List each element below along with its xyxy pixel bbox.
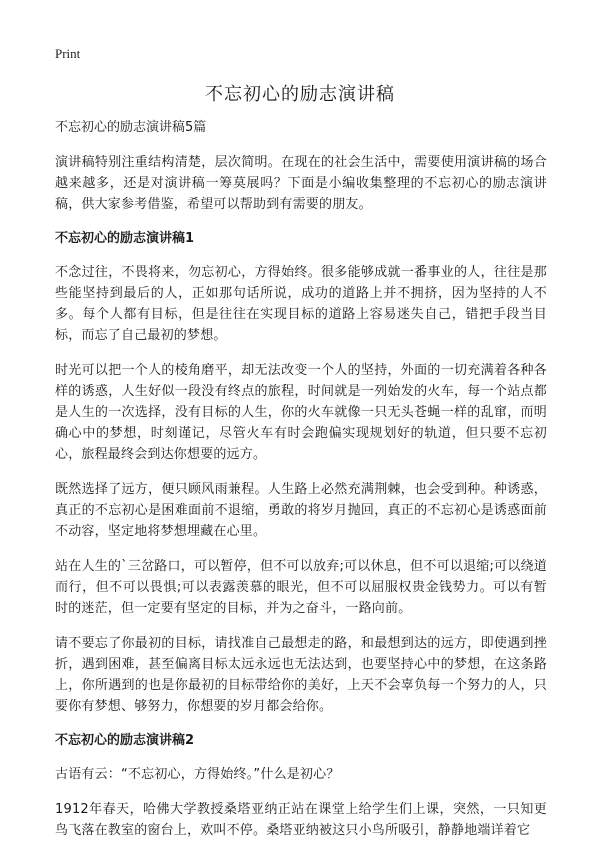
section-1 xyxy=(55,229,547,717)
paragraph: 请不要忘了你最初的目标，请找准自己最想走的路，和最想到达的远方，即使遇到挫折，遇到困难，甚至偏离目标太远永远也无法达到，也要坚持心中的梦想，在这条路上，你所遇到的也是你最初的目标带给你的美好，上天不会辜负每一个努力的人，只要你有梦想、够努力，你想要的岁月都会给你。 xyxy=(55,636,547,714)
paragraph: 时光可以把一个人的棱角磨平，却无法改变一个人的坚持，外面的一切充满着各种各样的诱惑，人生好似一段没有终点的旅程，时间就是一列始发的火车，每一个站点都是人生的一次选择，没有目标的人生，你的火车就像一只无头苍蝇一样的乱窜，而明确心中的梦想，时刻谨记，尽管火车有时会跑偏实现规划好的轨道，但只要不忘初心，旅程最终会到达你想要的远方。 xyxy=(55,363,547,462)
section-heading: 不忘初心的励志演讲稿1 xyxy=(55,231,195,246)
paragraph: 古语有云：“不忘初心，方得始终。”什么是初心？ xyxy=(55,767,340,782)
paragraph: 不念过往，不畏将来，勿忘初心，方得始终。很多能够成就一番事业的人，往往是那些能坚持到最后的人，正如那句话所说，成功的道路上并不拥挤，因为坚持的人不多。每个人都有目标，但是往往在实现目标的道路上容易迷失自己，错把手段当目标，而忘了自己最初的梦想。 xyxy=(55,265,547,343)
paragraph: 站在人生的`三岔路口，可以暂停，但不可以放弃;可以休息，但不可以退缩;可以绕道而行，但不可以畏惧;可以表露羡慕的眼光，但不可以屈服权贵金钱势力。可以有暂时的迷茫，但一定要有坚定的目标，并为之奋斗，一路向前。 xyxy=(55,559,547,616)
section-2 xyxy=(55,731,547,841)
print-link[interactable]: Print xyxy=(55,46,81,61)
document-title: 不忘初心的励志演讲稿 xyxy=(205,84,395,105)
document-body xyxy=(55,118,547,855)
document-subtitle: 不忘初心的励志演讲稿5篇 xyxy=(55,120,207,135)
paragraph: 既然选择了远方，便只顾风雨兼程。人生路上必然充满荆棘，也会受到种。种诱惑，真正的不忘初心是困难面前不退缩，勇敢的将岁月抛回，真正的不忘初心是诱惑面前不动容，坚定地将梦想埋藏在心里。 xyxy=(55,482,547,539)
section-heading: 不忘初心的励志演讲稿2 xyxy=(55,733,195,748)
paragraph: 1912年春天，哈佛大学教授桑塔亚纳正站在课堂上给学生们上课，突然，一只知更鸟飞落在教室的窗台上，欢叫不停。桑塔亚纳被这只小鸟所吸引，静静地端详着它 xyxy=(55,802,547,838)
intro-paragraph: 演讲稿特别注重结构清楚，层次简明。在现在的社会生活中，需要使用演讲稿的场合越来越多，还是对演讲稿一筹莫展吗？下面是小编收集整理的不忘初心的励志演讲稿，供大家参考借鉴，希望可以帮助到有需要的朋友。 xyxy=(55,155,547,212)
